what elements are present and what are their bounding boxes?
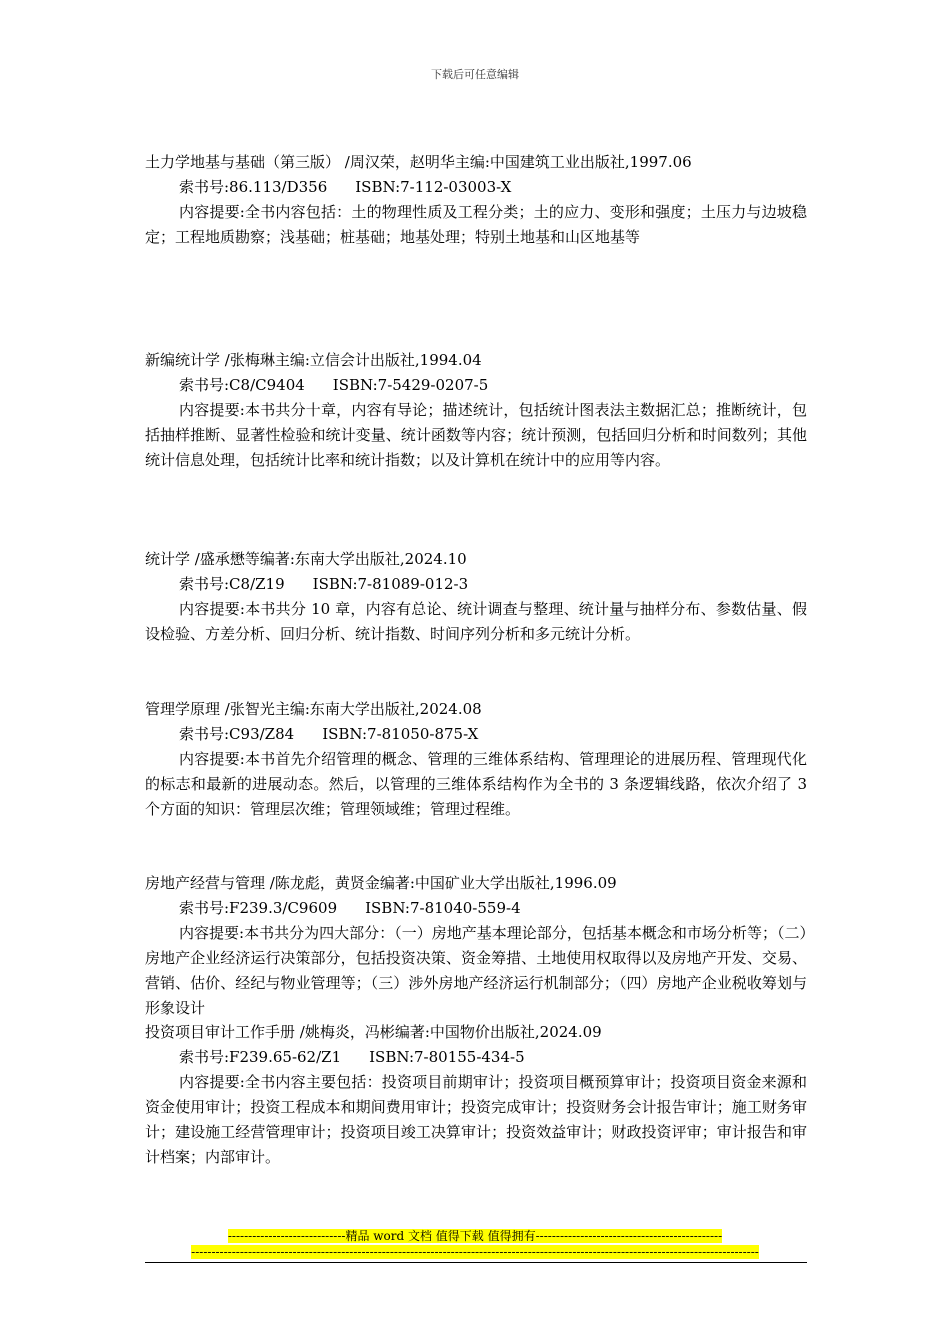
book-callno-line [145, 373, 807, 398]
book-summary: 内容提要:全书内容包括：土的物理性质及工程分类；土的应力、变形和强度；土压力与边坡稳定；工程地质勘察；浅基础；桩基础；地基处理；特别土地基和山区地基等 [145, 203, 807, 246]
book-title: 管理学原理 /张智光主编:东南大学出版社,2024.08 [145, 700, 482, 718]
call-number: 索书号:C8/Z19 [179, 575, 285, 593]
isbn: ISBN:7-80155-434-5 [369, 1048, 525, 1066]
book-entry [145, 871, 807, 1021]
book-callno-line [145, 896, 807, 921]
footer-banner [0, 1229, 950, 1244]
isbn: ISBN:7-81040-559-4 [365, 899, 521, 917]
book-title: 新编统计学 /张梅琳主编:立信会计出版社,1994.04 [145, 351, 482, 369]
book-title: 房地产经营与管理 /陈龙彪，黄贤金编著:中国矿业大学出版社,1996.09 [145, 874, 617, 892]
book-summary: 内容提要:本书首先介绍管理的概念、管理的三维体系结构、管理理论的进展历程、管理现代化的标志和最新的进展动态。然后，以管理的三维体系结构作为全书的 3 条逻辑线路，依次介绍了 3 个方面的知识：管理层次维；管理领域维；管理过程维。 [145, 750, 807, 818]
isbn: ISBN:7-81050-875-X [322, 725, 479, 743]
book-callno-line [145, 1045, 807, 1070]
book-summary: 内容提要:本书共分 10 章，内容有总论、统计调查与整理、统计量与抽样分布、参数估量、假设检验、方差分析、回归分析、统计指数、时间序列分析和多元统计分析。 [145, 600, 807, 643]
isbn: ISBN:7-5429-0207-5 [332, 376, 489, 394]
call-number: 索书号:C8/C9404 [179, 376, 305, 394]
footer-dashes [0, 1245, 950, 1260]
book-callno-line [145, 722, 807, 747]
book-callno-line [145, 572, 807, 597]
book-callno-line [145, 175, 807, 200]
book-entry [145, 547, 807, 647]
book-entry [145, 348, 807, 473]
call-number: 索书号:F239.65-62/Z1 [179, 1048, 342, 1066]
book-entry [145, 1020, 807, 1170]
book-summary: 内容提要:本书共分十章，内容有导论；描述统计，包括统计图表法主数据汇总；推断统计，包括抽样推断、显著性检验和统计变量、统计函数等内容；统计预测，包括回归分析和时间数列；其他统计信息处理，包括统计比率和统计指数；以及计算机在统计中的应用等内容。 [145, 401, 807, 469]
book-title: 土力学地基与基础（第三版） /周汉荣，赵明华主编:中国建筑工业出版社,1997.06 [145, 153, 692, 171]
call-number: 索书号:C93/Z84 [179, 725, 295, 743]
call-number: 索书号:86.113/D356 [179, 178, 328, 196]
footer-rule [145, 1262, 807, 1263]
book-entry [145, 150, 807, 250]
book-entry [145, 697, 807, 822]
page-header: 下载后可任意编辑 [431, 68, 519, 81]
book-title: 统计学 /盛承懋等编著:东南大学出版社,2024.10 [145, 550, 467, 568]
call-number: 索书号:F239.3/C9609 [179, 899, 338, 917]
book-summary: 内容提要:全书内容主要包括：投资项目前期审计；投资项目概预算审计；投资项目资金来源和资金使用审计；投资工程成本和期间费用审计；投资完成审计；投资财务会计报告审计；施工财务审计；建设施工经营管理审计；投资项目竣工决算审计；投资效益审计；财政投资评审；审计报告和审计档案；内部审计。 [145, 1073, 807, 1166]
isbn: ISBN:7-81089-012-3 [312, 575, 469, 593]
isbn: ISBN:7-112-03003-X [355, 178, 512, 196]
book-title: 投资项目审计工作手册 /姚梅炎，冯彬编著:中国物价出版社,2024.09 [145, 1023, 602, 1041]
footer-dashes-text: -------------------------------------------------------------------------------------------------------------------------------------------- [191, 1245, 759, 1259]
footer-banner-text: -----------------------------精品 word 文档 值得下载 值得拥有---------------------------------------------- [227, 1229, 723, 1243]
book-summary: 内容提要:本书共分为四大部分：（一）房地产基本理论部分，包括基本概念和市场分析等；（二）房地产企业经济运行决策部分，包括投资决策、资金筹措、土地使用权取得以及房地产开发、交易、营销、估价、经纪与物业管理等；（三）涉外房地产经济运行机制部分；（四）房地产企业税收筹划与形象设计 [145, 924, 807, 1017]
